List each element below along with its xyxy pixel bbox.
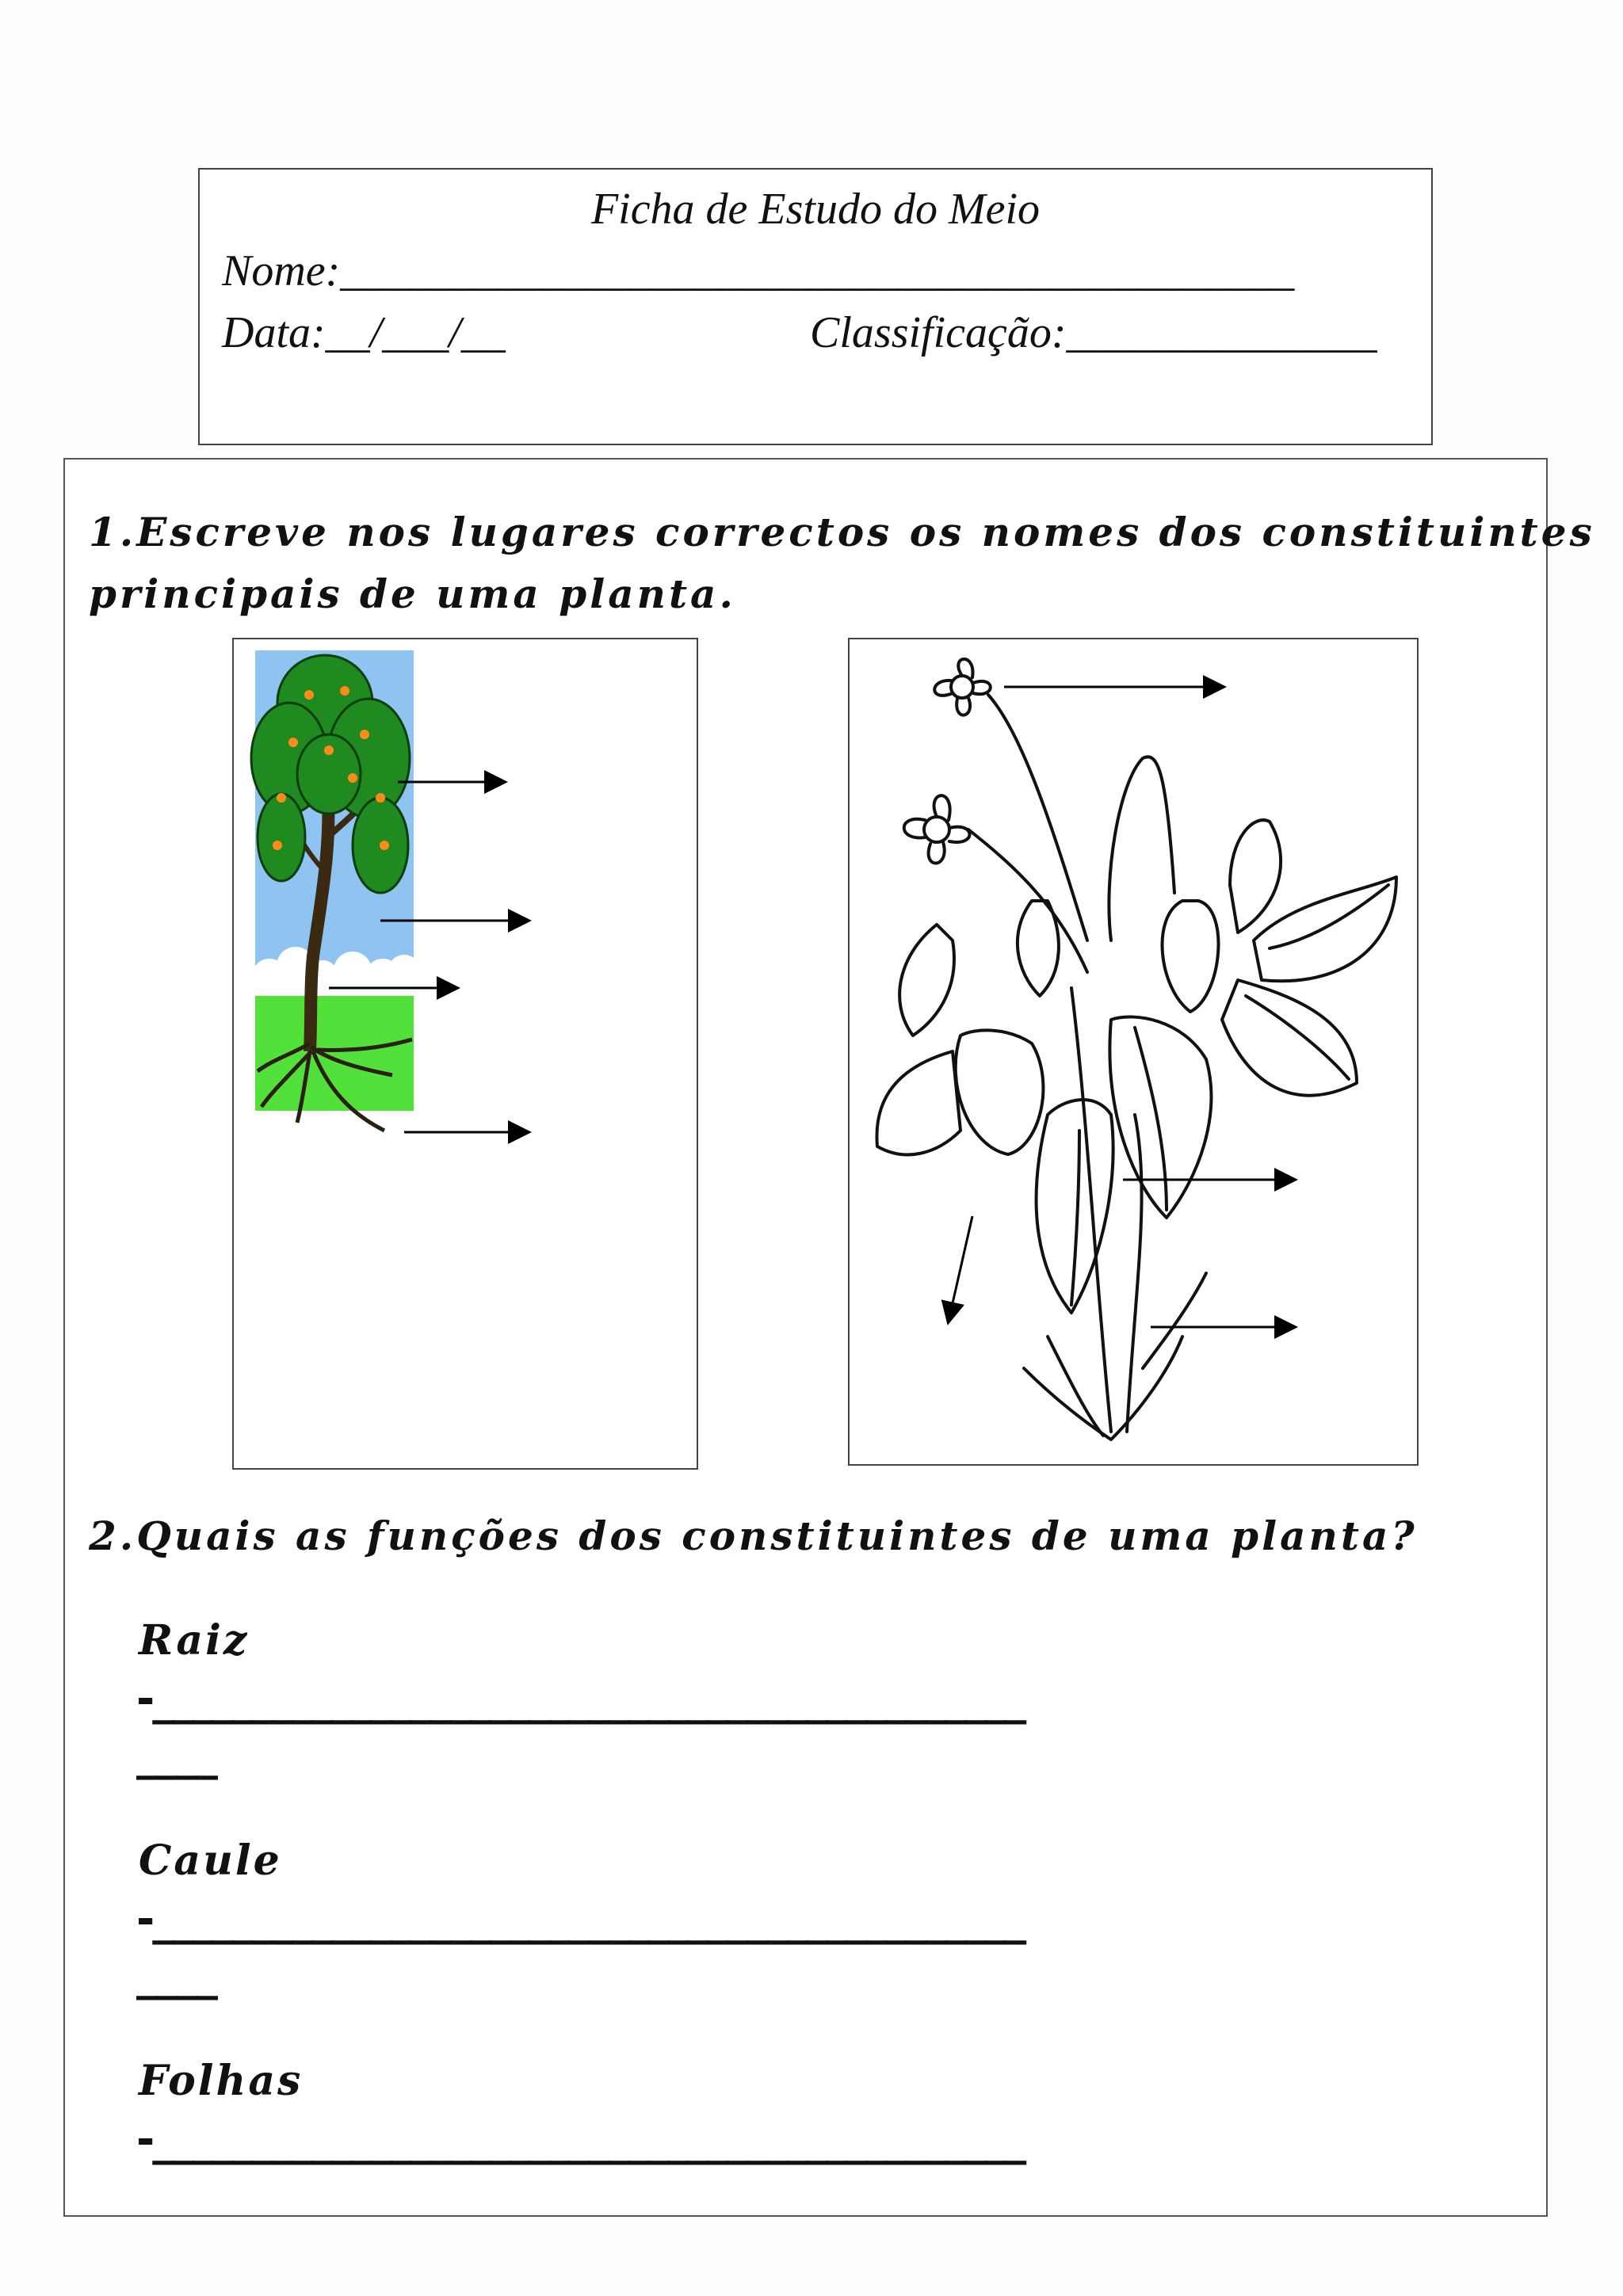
date-field: Data:__/___/__ (222, 308, 506, 357)
strawberry-plant-illustration (850, 639, 1417, 1464)
answer-caule-line-2[interactable]: ____ (136, 1949, 216, 2000)
answer-caule-line-1[interactable]: -____________________________________________ (136, 1894, 1025, 1945)
name-field: Nome:___________________________________________ (222, 246, 1295, 296)
strawberry-image-frame (848, 638, 1419, 1466)
answer-raiz-line-1[interactable]: -____________________________________________ (136, 1673, 1025, 1725)
question-1-line-1: 1.Escreve nos lugares correctos os nomes dos constituintes (89, 509, 1595, 555)
classification-field: Classificação:______________ (810, 308, 1377, 357)
question-1-line-2: principais de uma planta. (89, 570, 736, 617)
worksheet-title: Ficha de Estudo do Meio (590, 185, 1041, 234)
answer-raiz-line-2[interactable]: ____ (136, 1729, 216, 1780)
label-caule: Caule (139, 1836, 282, 1885)
label-raiz: Raiz (139, 1616, 250, 1665)
tree-illustration (234, 639, 697, 1468)
worksheet-header (198, 168, 1433, 445)
tree-image-frame (232, 638, 698, 1470)
answer-folhas-line-1[interactable]: -____________________________________________ (136, 2114, 1025, 2165)
question-2: 2.Quais as funções dos constituintes de uma planta? (89, 1512, 1418, 1559)
label-folhas: Folhas (139, 2057, 304, 2105)
